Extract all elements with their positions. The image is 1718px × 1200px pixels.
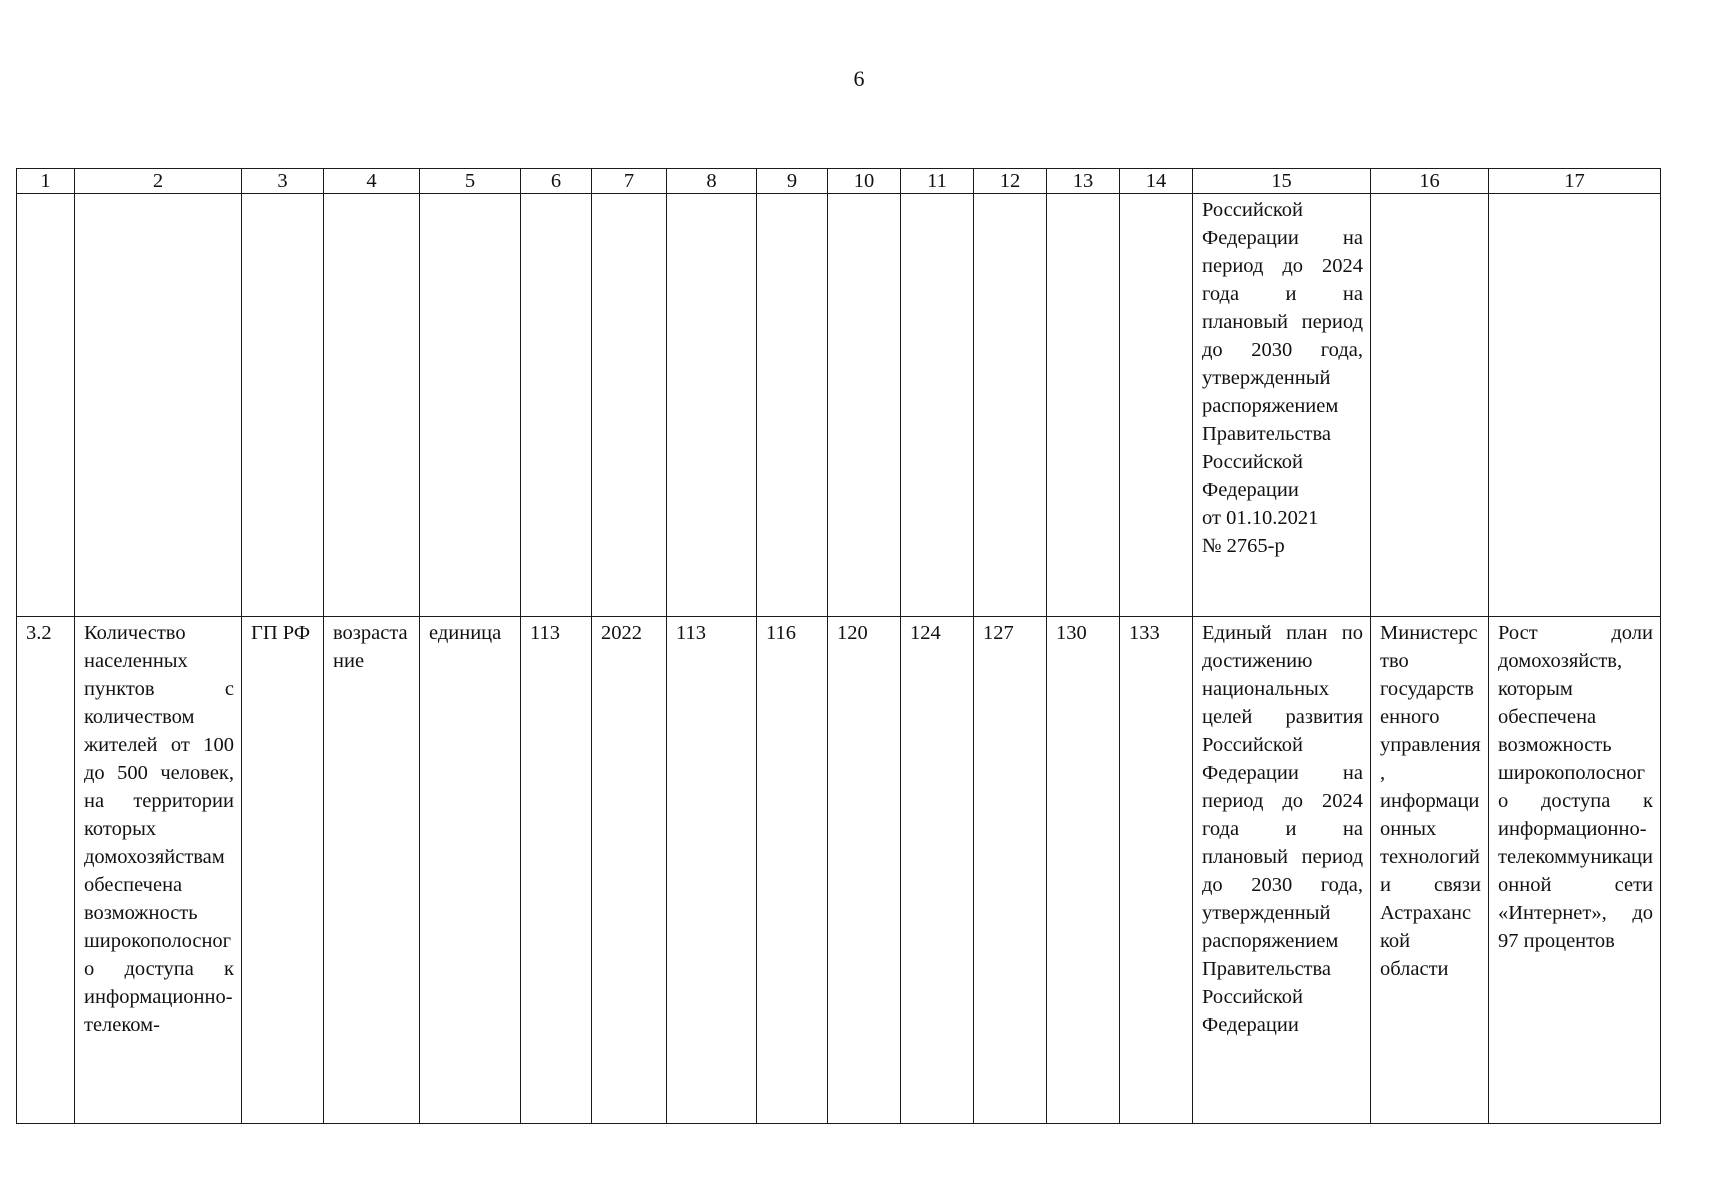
related-result: Рост доли домохозяйств, которым обеспечена возможность широкополосного доступа к информационно-телекоммуникационной сети «Интернет», до 97 процентов bbox=[1489, 617, 1661, 1124]
cont-cell-12 bbox=[974, 194, 1047, 617]
header-cell-11: 11 bbox=[901, 169, 974, 194]
page-number: 6 bbox=[853, 66, 865, 91]
value-col-13: 130 bbox=[1047, 617, 1120, 1124]
cont-cell-2 bbox=[75, 194, 242, 617]
header-cell-6: 6 bbox=[521, 169, 592, 194]
table-row-3-2 bbox=[17, 617, 1661, 1124]
header-cell-14: 14 bbox=[1120, 169, 1193, 194]
base-value: 113 bbox=[521, 617, 592, 1124]
base-year: 2022 bbox=[592, 617, 667, 1124]
table-row-continuation bbox=[17, 194, 1661, 617]
indicator-name: Количество населенных пунктов с количеством жителей от 100 до 500 человек, на территории которых домохозяйствам обеспечена возможность широкополосного доступа к информационно-телеком- bbox=[75, 617, 242, 1124]
header-cell-10: 10 bbox=[828, 169, 901, 194]
cont-cell-1 bbox=[17, 194, 75, 617]
table-header-row bbox=[17, 169, 1661, 194]
indicators-table bbox=[16, 168, 1661, 1124]
cont-cell-9 bbox=[757, 194, 828, 617]
header-cell-8: 8 bbox=[667, 169, 757, 194]
value-col-11: 124 bbox=[901, 617, 974, 1124]
value-col-9: 116 bbox=[757, 617, 828, 1124]
row-number: 3.2 bbox=[17, 617, 75, 1124]
header-cell-5: 5 bbox=[420, 169, 521, 194]
cont-cell-8 bbox=[667, 194, 757, 617]
value-col-12: 127 bbox=[974, 617, 1047, 1124]
header-cell-16: 16 bbox=[1371, 169, 1489, 194]
value-col-8: 113 bbox=[667, 617, 757, 1124]
responsible-body: Министерство государственного управления, информационных технологий и связи Астраханской области bbox=[1371, 617, 1489, 1124]
cont-cell-17 bbox=[1489, 194, 1661, 617]
value-col-14: 133 bbox=[1120, 617, 1193, 1124]
header-cell-4: 4 bbox=[324, 169, 420, 194]
cont-source-text: Российской Федерации на период до 2024 года и на плановый период до 2030 года, утвержденный распоряжением Правительства Российской Федерации bbox=[1202, 199, 1363, 501]
cont-source-date: от 01.10.2021 bbox=[1202, 507, 1319, 529]
header-cell-15: 15 bbox=[1193, 169, 1371, 194]
header-cell-3: 3 bbox=[242, 169, 324, 194]
indicator-unit: единица bbox=[420, 617, 521, 1124]
header-cell-12: 12 bbox=[974, 169, 1047, 194]
header-cell-9: 9 bbox=[757, 169, 828, 194]
cont-source-number: № 2765-р bbox=[1202, 535, 1285, 557]
indicator-level: ГП РФ bbox=[242, 617, 324, 1124]
header-cell-13: 13 bbox=[1047, 169, 1120, 194]
cont-cell-15 bbox=[1193, 194, 1371, 617]
cont-cell-13 bbox=[1047, 194, 1120, 617]
cont-cell-3 bbox=[242, 194, 324, 617]
source-document: Единый план по достижению национальных целей развития Российской Федерации на период до 2024 года и на плановый период до 2030 года, утвержденный распоряжением Правительства Российской Федерации bbox=[1193, 617, 1371, 1124]
cont-cell-6 bbox=[521, 194, 592, 617]
header-cell-17: 17 bbox=[1489, 169, 1661, 194]
cont-cell-16 bbox=[1371, 194, 1489, 617]
cont-cell-4 bbox=[324, 194, 420, 617]
value-col-10: 120 bbox=[828, 617, 901, 1124]
header-cell-7: 7 bbox=[592, 169, 667, 194]
cont-cell-10 bbox=[828, 194, 901, 617]
header-cell-2: 2 bbox=[75, 169, 242, 194]
cont-cell-11 bbox=[901, 194, 974, 617]
indicator-trend: возрастание bbox=[324, 617, 420, 1124]
header-cell-1: 1 bbox=[17, 169, 75, 194]
cont-cell-7 bbox=[592, 194, 667, 617]
cont-cell-14 bbox=[1120, 194, 1193, 617]
cont-cell-5 bbox=[420, 194, 521, 617]
